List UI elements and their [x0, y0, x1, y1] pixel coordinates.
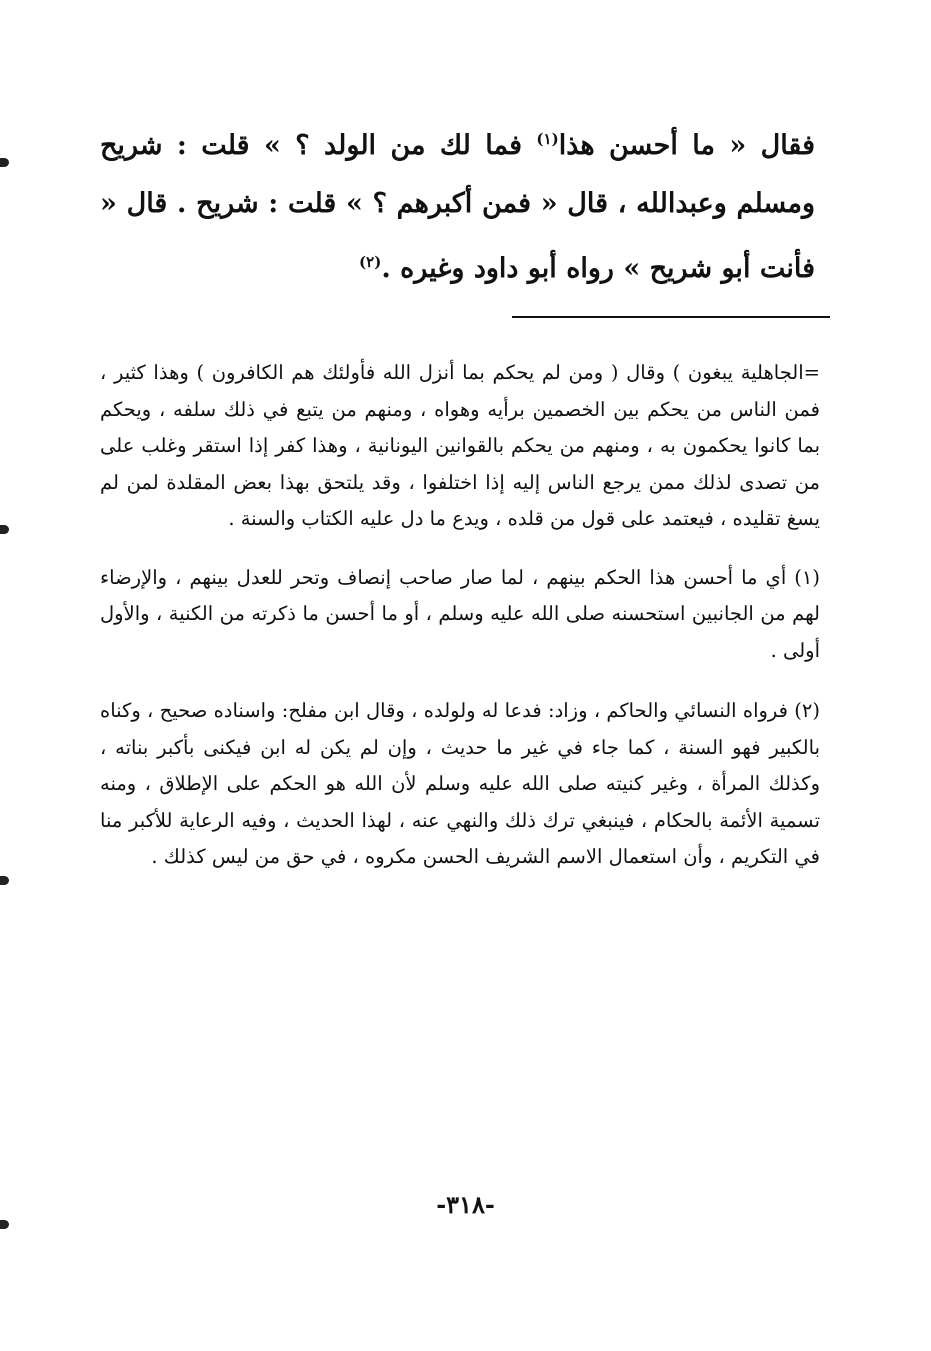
footnote-separator	[512, 316, 830, 318]
footnote-1: (١) أي ما أحسن هذا الحكم بينهم ، لما صار صاحب إنصاف وتحر للعدل بينهم ، والإرضاء لهم من الجانبين استحسنه صلى الله عليه وسلم ، أو ما أحسن ما ذكرته من الكنية ، والأول أولى .	[100, 565, 820, 662]
main-text-start: فقال « ما أحسن هذا	[558, 130, 815, 161]
scan-edge-mark	[0, 525, 9, 534]
footnote-ref-1: (١)	[536, 130, 559, 148]
main-text	[100, 110, 815, 298]
scan-edge-mark	[0, 1220, 9, 1229]
main-text-continuation: فما لك من الولد ؟ » قلت : شريح ومسلم وعبدالله ، قال « فمن أكبرهم ؟ » قلت : شريح . قال « فأنت أبو شريح » رواه أبو داود وغيره .	[100, 130, 815, 284]
page-number: -٣١٨-	[436, 1190, 495, 1219]
footnote-ref-2: (٢)	[359, 253, 382, 271]
footnote-2: (٢) فرواه النسائي والحاكم ، وزاد: فدعا له ولولده ، وقال ابن مفلح: واسناده صحيح ، وكناه بالكبير فهو السنة ، كما جاء في غير ما حديث ، وإن لم يكن له ابن فيكنى بأكبر بناته ، وكذلك المرأة ، وغير كنيته صلى الله عليه وسلم لأن الله هو الحكم على الإطلاق ، ومنه تسمية الأئمة بالحكام ، فينبغي ترك ذلك والنهي عنه ، لهذا الحديث ، وفيه الرعاية للأكبر منا في التكريم ، وأن استعمال الاسم الشريف الحسن مكروه ، في حق من ليس كذلك .	[100, 699, 820, 868]
main-paragraph	[100, 110, 815, 298]
continued-footnote: =الجاهلية يبغون ) وقال ( ومن لم يحكم بما أنزل الله فأولئك هم الكافرون ) وهذا كثير ، فمن الناس من يحكم بين الخصمين برأيه وهواه ، ومنهم من يتبع في ذلك سلفه ، ويحكم بما كانوا يحكمون به ، ومنهم من يحكم بالقوانين اليونانية ، وهذا كفر إذا استقر وغلب على من تصدى لذلك ممن يرجع الناس إليه إذا اختلفوا ، وقد يلتحق بهذا بعض المقلدة لمن لم يسغ تقليده ، فيعتمد على قول من قلده ، ويدع ما دل عليه الكتاب والسنة .	[100, 361, 820, 530]
scan-edge-mark	[0, 876, 9, 885]
footnotes	[100, 355, 820, 876]
scan-edge-mark	[0, 158, 9, 167]
